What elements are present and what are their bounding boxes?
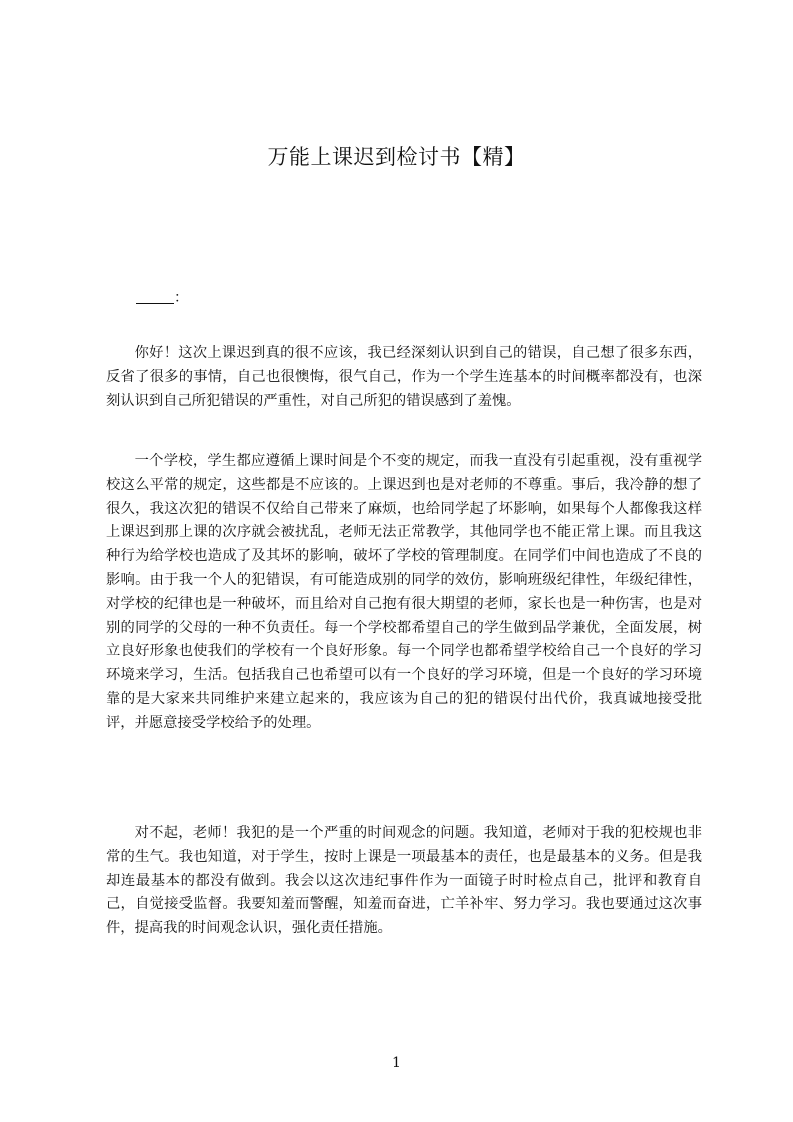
paragraph-2: 一个学校，学生都应遵循上课时间是个不变的规定，而我一直没有引起重视，没有重视学校这么平常的规定，这些都是不应该的。上课迟到也是对老师的不尊重。事后，我冷静的想了很久，我这次犯的错误不仅给自己带来了麻烦，也给同学起了坏影响，如果每个人都像我这样上课迟到那上课的次序就会被扰乱，老师无法正常教学，其他同学也不能正常上课。而且我这种行为给学校也造成了及其坏的影响，破坏了学校的管理制度。在同学们中间也造成了不良的影响。由于我一个人的犯错误，有可能造成别的同学的效仿，影响班级纪律性，年级纪律性，对学校的纪律也是一种破坏，而且给对自己抱有很大期望的老师，家长也是一种伤害，也是对别的同学的父母的一种不负责任。每一个学校都希望自己的学生做到品学兼优，全面发展，树立良好形象也使我们的学校有一个良好形象。每一个同学也都希望学校给自己一个良好的学习环境来学习，生活。包括我自己也希望可以有一个良好的学习环境，但是一个良好的学习环境靠的是大家来共同维护来建立起来的，我应该为自己的犯的错误付出代价，我真诚地接受批评，并愿意接受学校给予的处理。 <box>106 453 702 731</box>
page-number: 1 <box>392 1055 401 1071</box>
recipient-blank <box>136 289 174 304</box>
paragraph-1: 你好！这次上课迟到真的很不应该，我已经深刻认识到自己的错误，自己想了很多东西，反省了很多的事情，自己也很懊悔，很气自己，作为一个学生连基本的时间概率都没有，也深刻认识到自己所犯错误的严重性，对自己所犯的错误感到了羞愧。 <box>106 345 702 409</box>
salutation-line <box>106 287 732 311</box>
document-title: 万能上课迟到检讨书【精】 <box>267 145 526 169</box>
paragraph-3: 对不起，老师！我犯的是一个严重的时间观念的问题。我知道，老师对于我的犯校规也非常的生气。我也知道，对于学生，按时上课是一项最基本的责任，也是最基本的义务。但是我却连最基本的都没有做到。我会以这次违纪事件作为一面镜子时时检点自己，批评和教育自己，自觉接受监督。我要知羞而警醒，知羞而奋进，亡羊补牢、努力学习。我也要通过这次事件，提高我的时间观念认识，强化责任措施。 <box>106 825 702 937</box>
salutation-colon: ： <box>174 290 189 306</box>
